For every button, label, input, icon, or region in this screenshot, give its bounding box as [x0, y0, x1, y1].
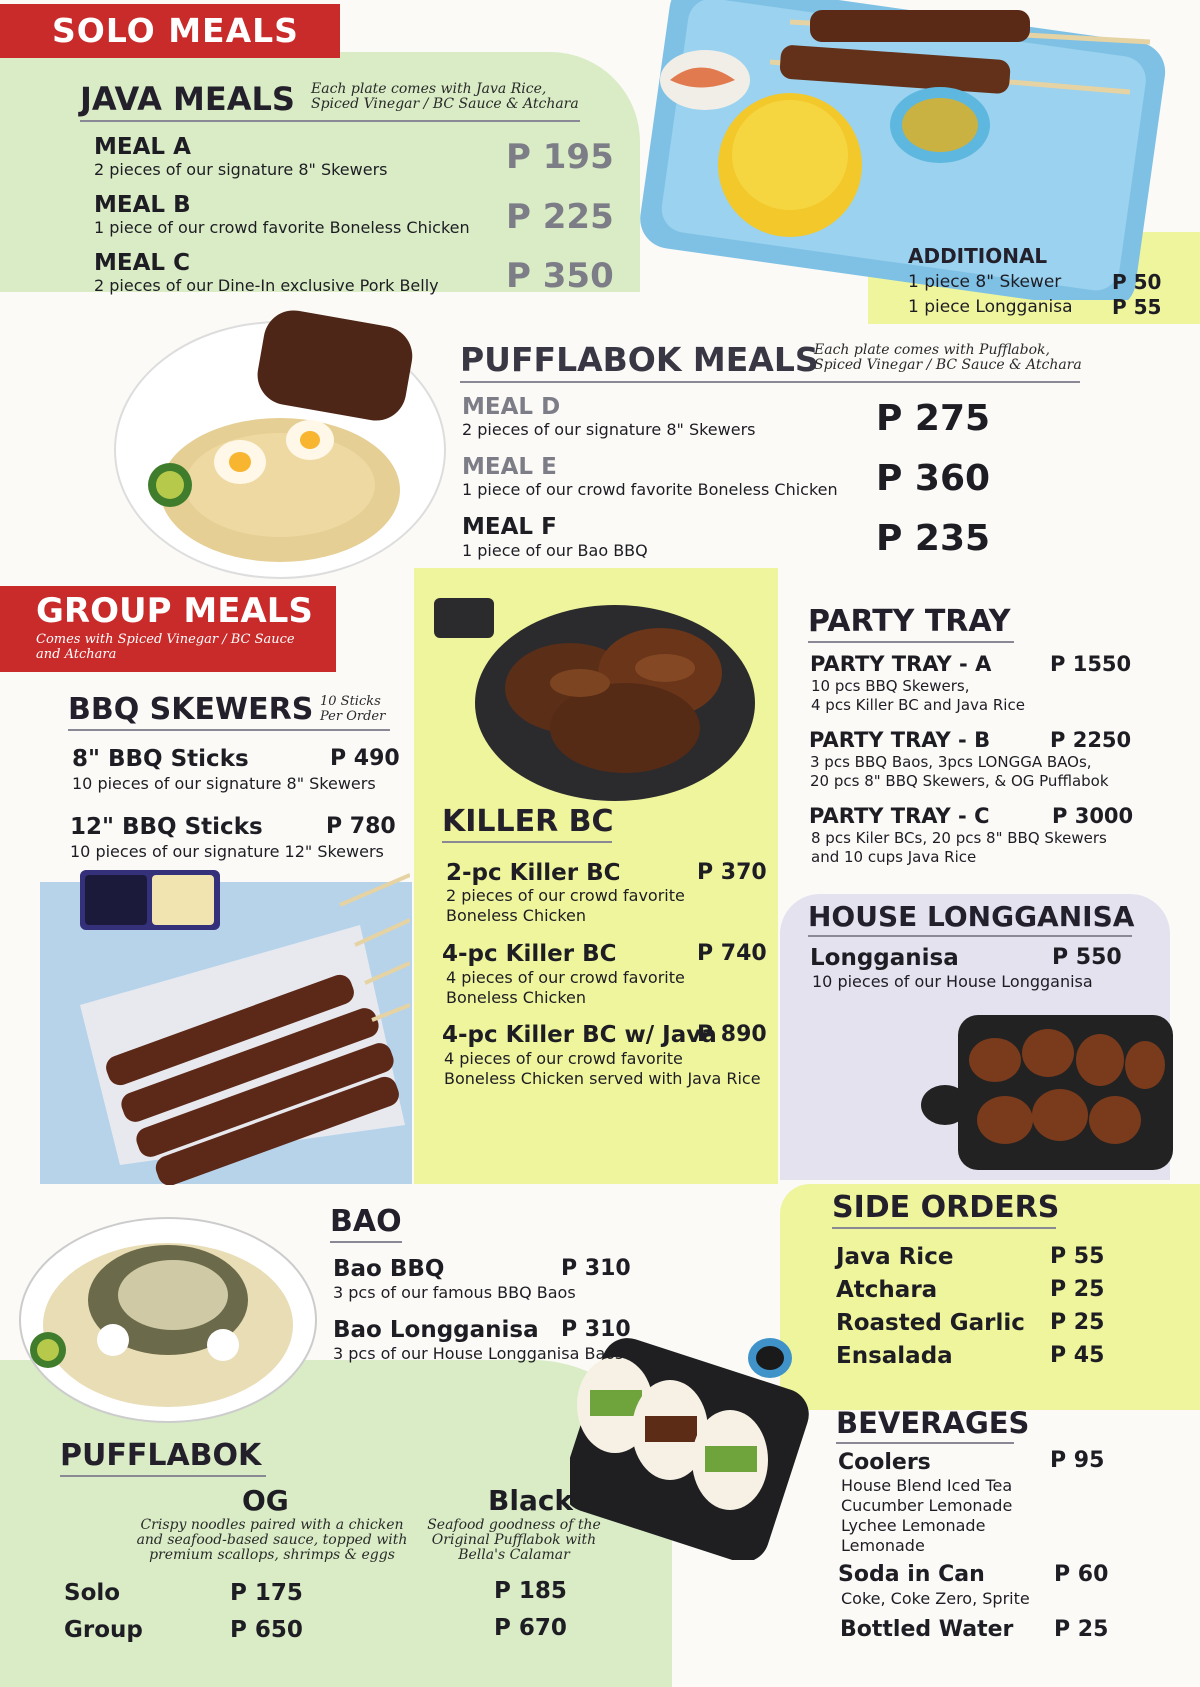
bbq-12in-name: 12" BBQ Sticks — [70, 814, 263, 840]
pufflabok-meals-heading: PUFFLABOK MEALS — [460, 340, 1080, 383]
bbq-8in-desc: 10 pieces of our signature 8" Skewers — [72, 774, 376, 793]
pufflabok-og-desc: Crispy noodles paired with a chicken and seafood-based sauce, topped with premium scallops, shrimps & eggs — [136, 1517, 408, 1563]
meal-b-desc: 1 piece of our crowd favorite Boneless Chicken — [94, 218, 470, 237]
killer-4pc-java-price: P 890 — [697, 1022, 767, 1047]
killer-2pc-desc: 2 pieces of our crowd favorite Boneless Chicken — [446, 886, 685, 925]
meal-a-desc: 2 pieces of our signature 8" Skewers — [94, 160, 388, 179]
water-price: P 25 — [1054, 1617, 1109, 1642]
meal-c-price: P 350 — [506, 256, 614, 296]
meal-e-desc: 1 piece of our crowd favorite Boneless Chicken — [462, 480, 838, 499]
pufflabok-black-group-price: P 670 — [494, 1615, 567, 1641]
beverages-heading: BEVERAGES — [836, 1406, 1014, 1444]
meal-b-name: MEAL B — [94, 192, 191, 218]
meal-f-desc: 1 piece of our Bao BBQ — [462, 541, 648, 560]
pufflabok-og-solo-price: P 175 — [230, 1580, 303, 1606]
soda-price: P 60 — [1054, 1562, 1109, 1587]
bbq-8in-price: P 490 — [330, 746, 400, 771]
bao-bbq-price: P 310 — [561, 1256, 631, 1281]
killer-4pc-java-desc: 4 pieces of our crowd favorite Boneless Chicken served with Java Rice — [444, 1049, 761, 1088]
pufflabok-black-name: Black — [488, 1484, 574, 1517]
longganisa-skillet-image — [920, 1005, 1180, 1175]
group-meals-title: GROUP MEALS — [36, 591, 313, 631]
pufflabok-solo-label: Solo — [64, 1580, 121, 1606]
killer-4pc-desc: 4 pieces of our crowd favorite Boneless Chicken — [446, 968, 685, 1007]
side-roasted-garlic-name: Roasted Garlic — [836, 1310, 1025, 1336]
group-meals-banner — [0, 586, 336, 672]
party-tray-c-desc: 8 pcs Kiler BCs, 20 pcs 8" BBQ Skewers and 10 cups Java Rice — [811, 829, 1107, 866]
bbq-skewers-note: 10 Sticks Per Order — [320, 694, 386, 724]
meal-c-name: MEAL C — [94, 250, 190, 276]
pufflabok-black-desc: Seafood goodness of the Original Pufflabok with Bella's Calamar — [427, 1517, 601, 1563]
coolers-name: Coolers — [838, 1450, 931, 1475]
meal-b-price: P 225 — [506, 197, 614, 237]
side-java-rice-price: P 55 — [1050, 1244, 1105, 1269]
soda-desc: Coke, Coke Zero, Sprite — [841, 1589, 1030, 1608]
party-tray-a-name: PARTY TRAY - A — [810, 652, 992, 676]
party-tray-b-desc: 3 pcs BBQ Baos, 3pcs LONGGA BAOs, 20 pcs 8" BBQ Skewers, & OG Pufflabok — [810, 753, 1109, 790]
meal-d-desc: 2 pieces of our signature 8" Skewers — [462, 420, 756, 439]
bbq-12in-price: P 780 — [326, 814, 396, 839]
party-tray-b-price: P 2250 — [1050, 728, 1132, 752]
meal-c-desc: 2 pieces of our Dine-In exclusive Pork Belly — [94, 276, 439, 295]
party-tray-b-name: PARTY TRAY - B — [809, 728, 991, 752]
soda-name: Soda in Can — [838, 1562, 985, 1587]
meal-f-name: MEAL F — [462, 514, 557, 540]
party-tray-a-price: P 1550 — [1050, 652, 1132, 676]
bao-bbq-desc: 3 pcs of our famous BBQ Baos — [333, 1283, 576, 1302]
pufflabok-black-solo-price: P 185 — [494, 1578, 567, 1604]
additional-heading: ADDITIONAL — [908, 244, 1048, 268]
java-meals-note: Each plate comes with Java Rice, Spiced Vinegar / BC Sauce & Atchara — [311, 81, 579, 112]
killer-2pc-price: P 370 — [697, 860, 767, 885]
coolers-price: P 95 — [1050, 1448, 1105, 1473]
pufflabok-og-name: OG — [242, 1484, 289, 1517]
pufflabok-og-group-price: P 650 — [230, 1617, 303, 1643]
longganisa-price: P 550 — [1052, 945, 1122, 970]
killer-bc-heading: KILLER BC — [442, 804, 612, 843]
party-tray-a-desc: 10 pcs BBQ Skewers, 4 pcs Killer BC and Java Rice — [811, 677, 1025, 714]
killer-4pc-price: P 740 — [697, 941, 767, 966]
bbq-skewers-plate-image — [60, 865, 410, 1185]
pufflabok-group-label: Group — [64, 1617, 143, 1643]
killer-4pc-name: 4-pc Killer BC — [442, 941, 617, 967]
group-meals-note: Comes with Spiced Vinegar / BC Sauce and Atchara — [36, 632, 295, 662]
meal-e-name: MEAL E — [462, 454, 557, 480]
side-ensalada-name: Ensalada — [836, 1343, 953, 1369]
meal-a-name: MEAL A — [94, 134, 191, 160]
side-atchara-name: Atchara — [836, 1277, 938, 1303]
bbq-skewers-heading: BBQ SKEWERS — [68, 692, 390, 731]
additional-item-2-name: 1 piece Longganisa — [908, 297, 1073, 317]
killer-bc-skillet-image — [430, 588, 760, 808]
party-tray-c-name: PARTY TRAY - C — [809, 804, 990, 828]
additional-item-2-price: P 55 — [1112, 295, 1162, 319]
pufflabok-meal-plate-image — [110, 310, 450, 580]
side-java-rice-name: Java Rice — [836, 1244, 954, 1270]
bao-longganisa-price: P 310 — [561, 1317, 631, 1342]
meal-d-price: P 275 — [876, 398, 991, 439]
solo-meals-banner: SOLO MEALS — [0, 4, 340, 58]
meal-e-price: P 360 — [876, 458, 991, 499]
bao-longganisa-name: Bao Longganisa — [333, 1317, 539, 1343]
water-name: Bottled Water — [840, 1617, 1014, 1642]
bao-bbq-name: Bao BBQ — [333, 1256, 445, 1282]
bbq-8in-name: 8" BBQ Sticks — [72, 746, 249, 772]
house-longganisa-heading: HOUSE LONGGANISA — [808, 900, 1132, 937]
bao-longganisa-desc: 3 pcs of our House Longganisa Baos — [333, 1344, 624, 1363]
meal-f-price: P 235 — [876, 518, 991, 559]
bao-heading: BAO — [330, 1204, 402, 1243]
additional-item-1-price: P 50 — [1112, 270, 1162, 294]
meal-a-price: P 195 — [506, 137, 614, 177]
longganisa-desc: 10 pieces of our House Longganisa — [812, 972, 1093, 991]
killer-4pc-java-name: 4-pc Killer BC w/ Java — [442, 1022, 717, 1048]
side-ensalada-price: P 45 — [1050, 1343, 1105, 1368]
meal-d-name: MEAL D — [462, 394, 561, 420]
party-tray-heading: PARTY TRAY — [808, 604, 1014, 643]
pufflabok-bowl-image — [18, 1190, 318, 1430]
side-orders-heading: SIDE ORDERS — [832, 1190, 1056, 1229]
coolers-options: House Blend Iced Tea Cucumber Lemonade Lychee Lemonade Lemonade — [841, 1476, 1013, 1555]
killer-2pc-name: 2-pc Killer BC — [446, 860, 621, 886]
side-atchara-price: P 25 — [1050, 1277, 1105, 1302]
java-meals-heading: JAVA MEALS — [80, 80, 580, 122]
side-roasted-garlic-price: P 25 — [1050, 1310, 1105, 1335]
pufflabok-meals-note: Each plate comes with Pufflabok, Spiced Vinegar / BC Sauce & Atchara — [814, 342, 1082, 373]
party-tray-c-price: P 3000 — [1052, 804, 1134, 828]
additional-item-1-name: 1 piece 8" Skewer — [908, 272, 1062, 292]
pufflabok-heading: PUFFLABOK — [60, 1438, 266, 1477]
bbq-12in-desc: 10 pieces of our signature 12" Skewers — [70, 842, 384, 861]
longganisa-name: Longganisa — [810, 945, 959, 971]
